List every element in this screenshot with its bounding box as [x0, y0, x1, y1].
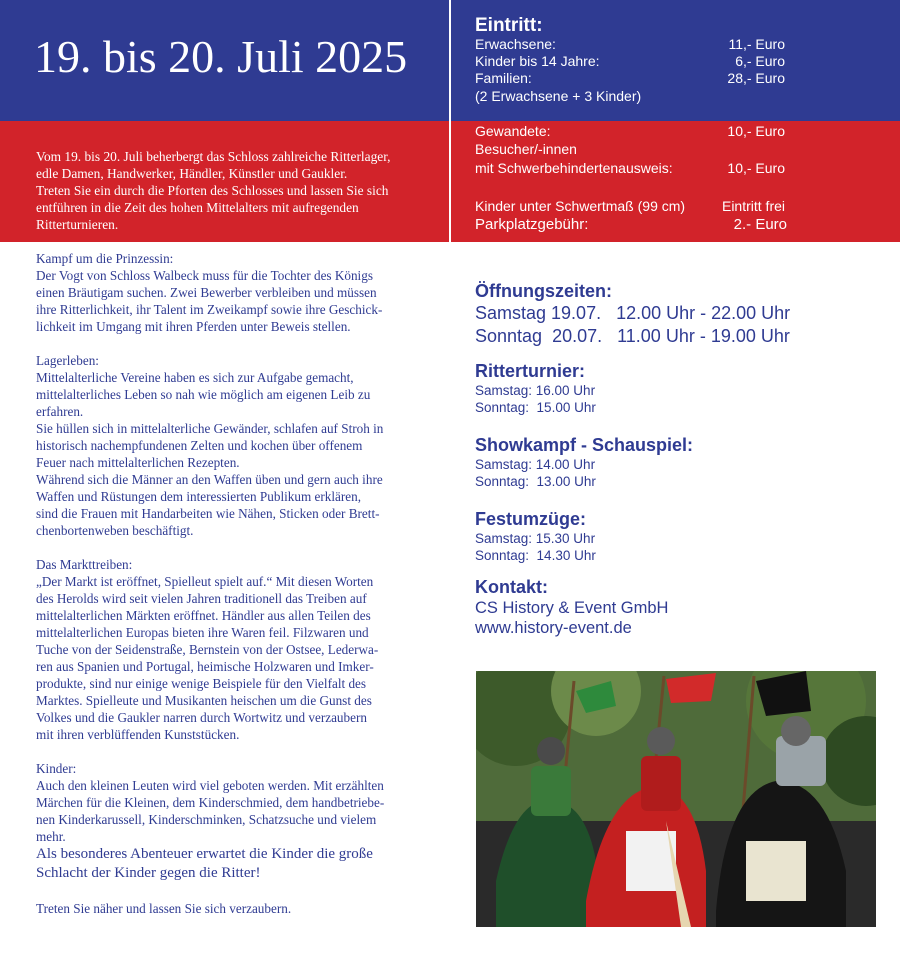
kinder-line: Auch den kleinen Leuten wird viel geboten werden. Mit erzählten — [36, 778, 384, 793]
price-value: 2.- Euro — [733, 216, 787, 233]
price-label: Gewandete: — [475, 123, 551, 139]
header-divider — [449, 0, 451, 242]
markt-line: mit ihren verblüffenden Kunststücken. — [36, 727, 240, 742]
showkampf-title: Showkampf - Schauspiel: — [475, 435, 694, 455]
festumzuege-title: Festumzüge: — [475, 509, 587, 529]
oeffnungszeiten-line: Sonntag 20.07. 11.00 Uhr - 19.00 Uhr — [475, 326, 790, 346]
intro-text — [36, 148, 426, 233]
lager-line: Waffen und Rüstungen dem interessierten Publikum erklären, — [36, 489, 362, 504]
lager-line: erfahren. — [36, 404, 84, 419]
ritterturnier-title: Ritterturnier: — [475, 361, 586, 381]
kontakt-website[interactable]: www.history-event.de — [475, 619, 632, 637]
markt-heading: Das Markttreiben: — [36, 557, 133, 572]
ritterturnier-line: Samstag: 16.00 Uhr — [475, 383, 596, 398]
price-label: Familien: — [475, 70, 532, 86]
kinder-line: Märchen für die Kleinen, dem Kinderschmied, dem handbetriebe- — [36, 795, 385, 810]
price-label: Parkplatzgebühr: — [475, 216, 589, 233]
price-row-erwachsene — [475, 36, 785, 53]
eintritt-title: Eintritt: — [475, 15, 543, 36]
kinder-heading: Kinder: — [36, 761, 77, 776]
intro-line: Treten Sie ein durch die Pforten des Schlosses und lassen Sie sich — [36, 183, 389, 198]
festumzuege-line: Sonntag: 14.30 Uhr — [475, 548, 596, 563]
showkampf-line: Samstag: 14.00 Uhr — [475, 457, 596, 472]
showkampf-section — [475, 435, 693, 490]
markt-line: des Herolds wird seit vielen Jahren traditionell das Treiben auf — [36, 591, 367, 606]
price-row-gewandete — [475, 123, 785, 140]
markt-line: Marktes. Spielleute und Musikanten heischen um die Gunst des — [36, 693, 372, 708]
lager-heading: Lagerleben: — [36, 353, 99, 368]
kampf-line: einen Bräutigam suchen. Zwei Bewerber verbleiben und müssen — [36, 285, 377, 300]
lager-line: mittelalterliches Leben so nah wie möglich am eigenen Leib zu — [36, 387, 371, 402]
festumzuege-section — [475, 509, 596, 564]
price-row-familien-note — [475, 88, 785, 105]
price-label: Kinder bis 14 Jahre: — [475, 53, 600, 69]
intro-line: Ritterturnieren. — [36, 217, 119, 232]
lager-line: historisch nachempfundenen Zelten und kochen über offenem — [36, 438, 363, 453]
lager-line: Mittelalterliche Vereine haben es sich zur Aufgabe gemacht, — [36, 370, 354, 385]
price-label: mit Schwerbehindertenausweis: — [475, 160, 673, 176]
intro-line: Vom 19. bis 20. Juli beherbergt das Schloss zahlreiche Ritterlager, — [36, 149, 391, 164]
knights-tournament-photo — [476, 671, 876, 927]
price-label: Kinder unter Schwertmaß (99 cm) — [475, 198, 686, 214]
ritterturnier-line: Sonntag: 15.00 Uhr — [475, 400, 596, 415]
kinder-line: mehr. — [36, 829, 66, 844]
kontakt-title: Kontakt: — [475, 577, 548, 597]
festumzuege-line: Samstag: 15.30 Uhr — [475, 531, 596, 546]
price-value: 10,- Euro — [727, 123, 785, 139]
price-row-besucher — [475, 141, 785, 158]
markt-line: ren aus Spanien und Portugal, heimische Holzwaren und Imker- — [36, 659, 374, 674]
kampf-line: lichkeit im Umgang mit ihren Pferden unter Beweis stellen. — [36, 319, 351, 334]
oeffnungszeiten-section — [475, 281, 790, 348]
price-value: 28,- Euro — [727, 70, 785, 86]
markt-line: „Der Markt ist eröffnet, Spielleut spielt auf.“ Mit diesen Worten — [36, 574, 374, 589]
price-row-familien — [475, 70, 785, 87]
closing-line: Treten Sie näher und lassen Sie sich verzaubern. — [36, 901, 292, 916]
price-label: (2 Erwachsene + 3 Kinder) — [475, 88, 642, 104]
price-row-schwertmass — [475, 198, 785, 215]
showkampf-line: Sonntag: 13.00 Uhr — [475, 474, 596, 489]
intro-line: edle Damen, Handwerker, Händler, Künstler und Gaukler. — [36, 166, 348, 181]
markt-line: mittelalterlichen Märkten eröffnet. Händler aus allen Teilen des — [36, 608, 371, 623]
price-value: 11,- Euro — [728, 36, 785, 52]
event-date-title: 19. bis 20. Juli 2025 — [34, 31, 408, 82]
price-label: Erwachsene: — [475, 36, 556, 52]
price-value: 6,- Euro — [735, 53, 785, 69]
lager-line: sind die Frauen mit Handarbeiten wie Nähen, Sticken oder Brett- — [36, 506, 380, 521]
oeffnungszeiten-title: Öffnungszeiten: — [475, 281, 612, 301]
markt-line: produkte, sind nur einige wenige Beispiele für den Vielfalt des — [36, 676, 367, 691]
kampf-line: Der Vogt von Schloss Walbeck muss für die Tochter des Königs — [36, 268, 373, 283]
price-value: 10,- Euro — [727, 160, 785, 176]
price-label: Besucher/-innen — [475, 141, 577, 157]
price-row-parkplatz — [475, 216, 787, 233]
kontakt-company: CS History & Event GmbH — [475, 599, 669, 617]
abenteuer-line: Schlacht der Kinder gegen die Ritter! — [36, 865, 261, 881]
oeffnungszeiten-line: Samstag 19.07. 12.00 Uhr - 22.00 Uhr — [475, 303, 791, 323]
program-description — [36, 250, 421, 917]
abenteuer-line: Als besonderes Abenteuer erwartet die Kinder die große — [36, 846, 373, 862]
kontakt-section — [475, 577, 668, 638]
markt-line: Tuche von der Seidenstraße, Bernstein von der Ostsee, Lederwa- — [36, 642, 379, 657]
lager-line: Während sich die Männer an den Waffen üben und gern auch ihre — [36, 472, 383, 487]
intro-line: entführen in die Zeit des hohen Mittelalters mit aufregenden — [36, 200, 359, 215]
markt-line: Volkes und die Gaukler narren durch Wortwitz und verzaubern — [36, 710, 367, 725]
kampf-line: ihre Ritterlichkeit, ihr Talent im Zweikampf sowie ihre Geschick- — [36, 302, 383, 317]
ritterturnier-section — [475, 361, 596, 416]
lager-line: Feuer nach mittelalterlichen Rezepten. — [36, 455, 240, 470]
lager-line: Sie hüllen sich in mittelalterliche Gewänder, schlafen auf Stroh in — [36, 421, 384, 436]
price-row-schwerbehindert — [475, 160, 785, 177]
lager-line: chenbortenweben beschäftigt. — [36, 523, 194, 538]
price-row-kinder — [475, 53, 785, 70]
price-value: Eintritt frei — [721, 198, 785, 214]
kampf-heading: Kampf um die Prinzessin: — [36, 251, 174, 266]
kinder-line: nen Kinderkarussell, Kinderschminken, Schatzsuche und vielem — [36, 812, 377, 827]
markt-line: mittelalterlichen Europas bieten ihre Waren feil. Filzwaren und — [36, 625, 369, 640]
